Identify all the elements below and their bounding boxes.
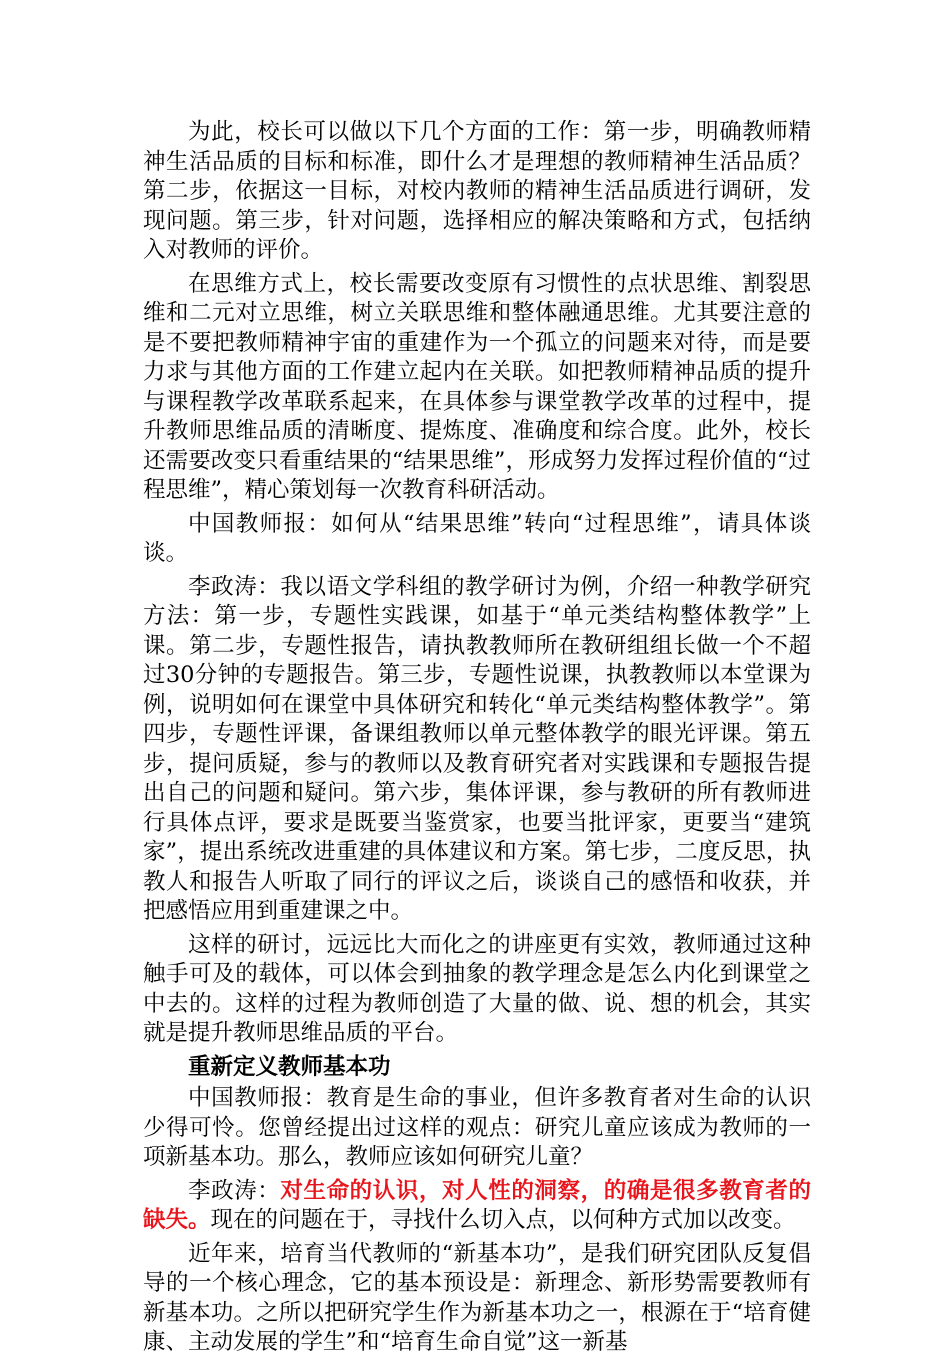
paragraph-principal-work-steps: 为此，校长可以做以下几个方面的工作：第一步，明确教师精神生活品质的目标和标准，即什么才是理想的教师精神生活品质？第二步，依据这一目标，对校内教师的精神生活品质进行调研，发现问题。第三步，针对问题，选择相应的解决策略和方式，包括纳入对教师的评价。	[143, 119, 811, 263]
paragraph-teaching-research-method: 李政涛：我以语文学科组的教学研讨为例，介绍一种教学研究方法：第一步，专题性实践课，如基于“单元类结构整体教学”上课。第二步，专题性报告，请执教教师所在教研组组长做一个不超过30分钟的专题报告。第三步，专题性说课，执教教师以本堂课为例，说明如何在课堂中具体研究和转化“单元类结构整体教学”。第四步，专题性评课，备课组教师以单元整体教学的眼光评课。第五步，提问质疑，参与的教师以及教育研究者对实践课和专题报告提出自己的问题和疑问。第六步，集体评课，参与教研的所有教师进行具体点评，要求是既要当鉴赏家，也要当批评家，更要当“建筑家”，提出系统改进重建的具体建议和方案。第七步，二度反思，执教人和报告人听取了同行的评议之后，谈谈自己的感悟和收获，并把感悟应用到重建课之中。	[143, 573, 811, 924]
paragraph-question-study-children: 中国教师报：教育是生命的事业，但许多教育者对生命的认识少得可怜。您曾经提出过这样的观点：研究儿童应该成为教师的一项新基本功。那么，教师应该如何研究儿童？	[143, 1085, 811, 1170]
highlighted-text: 对生命的认识，对人性的洞察，的确是很多教育者的缺失。	[143, 1177, 811, 1233]
speaker-label: 李政涛：	[188, 1177, 281, 1204]
paragraph-question-process-thinking: 中国教师报：如何从“结果思维”转向“过程思维”，请具体谈谈。	[143, 510, 811, 566]
paragraph-thinking-mode: 在思维方式上，校长需要改变原有习惯性的点状思维、割裂思维和二元对立思维，树立关联思维和整体融通思维。尤其要注意的是不要把教师精神宇宙的重建作为一个孤立的问题来对待，而是要力求与其他方面的工作建立起内在关联。如把教师精神品质的提升与课程教学改革联系起来，在具体参与课堂教学改革的过程中，提升教师思维品质的清晰度、提炼度、准确度和综合度。此外，校长还需要改变只看重结果的“结果思维”，形成努力发挥过程价值的“过程思维”，精心策划每一次教育科研活动。	[143, 270, 811, 503]
paragraph-answer-life-awareness	[143, 1177, 811, 1236]
document-body	[143, 118, 811, 1362]
section-heading: 重新定义教师基本功	[188, 1053, 391, 1080]
answer-rest-text: 现在的问题在于，寻找什么切入点，以何种方式加以改变。	[210, 1207, 796, 1233]
paragraph-new-basic-skills: 近年来，培育当代教师的“新基本功”，是我们研究团队反复倡导的一个核心理念，它的基本预设是：新理念、新形势需要教师有新基本功。之所以把研究学生作为新基本功之一，根源在于“培育健康、主动发展的学生”和“培育生命自觉”这一新基	[143, 1240, 811, 1355]
paragraph-research-effect: 这样的研讨，远远比大而化之的讲座更有实效，教师通过这种触手可及的载体，可以体会到抽象的教学理念是怎么内化到课堂之中去的。这样的过程为教师创造了大量的做、说、想的机会，其实就是提升教师思维品质的平台。	[143, 931, 811, 1046]
